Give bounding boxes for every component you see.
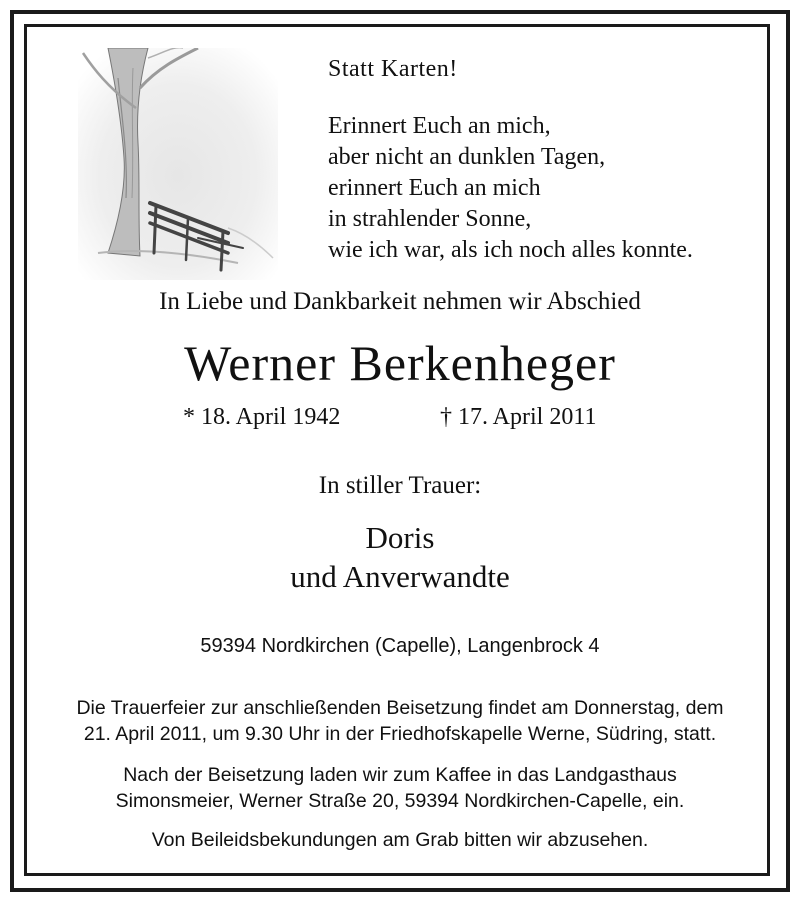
notice-line: 21. April 2011, um 9.30 Uhr in der Friedhofskapelle Werne, Südring, statt. <box>83 723 717 745</box>
poem <box>328 54 693 266</box>
mourner-name: Doris <box>365 520 435 555</box>
poem-line: aber nicht an dunklen Tagen, <box>328 144 606 170</box>
condolence-notice: Von Beileidsbekundungen am Grab bitten wir abzusehen. <box>151 829 649 851</box>
death-date: † 17. April 2011 <box>440 404 597 430</box>
deceased-name: Werner Berkenheger <box>184 335 616 391</box>
mourner-relatives: und Anverwandte <box>290 559 510 594</box>
poem-line: erinnert Euch an mich <box>328 175 541 201</box>
mourners-heading: In stiller Trauer: <box>318 472 482 499</box>
tree-and-bench-sketch <box>78 48 278 280</box>
funeral-notice <box>0 695 800 747</box>
poem-heading: Statt Karten! <box>328 56 458 82</box>
poem-line: Erinnert Euch an mich, <box>328 113 551 139</box>
coffee-notice <box>0 762 800 814</box>
poem-line: wie ich war, als ich noch alles konnte. <box>328 237 693 263</box>
notice-line: Simonsmeier, Werner Straße 20, 59394 Nordkirchen-Capelle, ein. <box>115 790 685 812</box>
birth-date: * 18. April 1942 <box>183 404 341 430</box>
poem-line: in strahlender Sonne, <box>328 206 532 232</box>
notice-line: Die Trauerfeier zur anschließenden Beisetzung findet am Donnerstag, dem <box>76 697 724 719</box>
address: 59394 Nordkirchen (Capelle), Langenbrock 4 <box>200 635 600 657</box>
farewell-intro: In Liebe und Dankbarkeit nehmen wir Abschied <box>159 288 641 315</box>
notice-line: Nach der Beisetzung laden wir zum Kaffee in das Landgasthaus <box>123 764 677 786</box>
